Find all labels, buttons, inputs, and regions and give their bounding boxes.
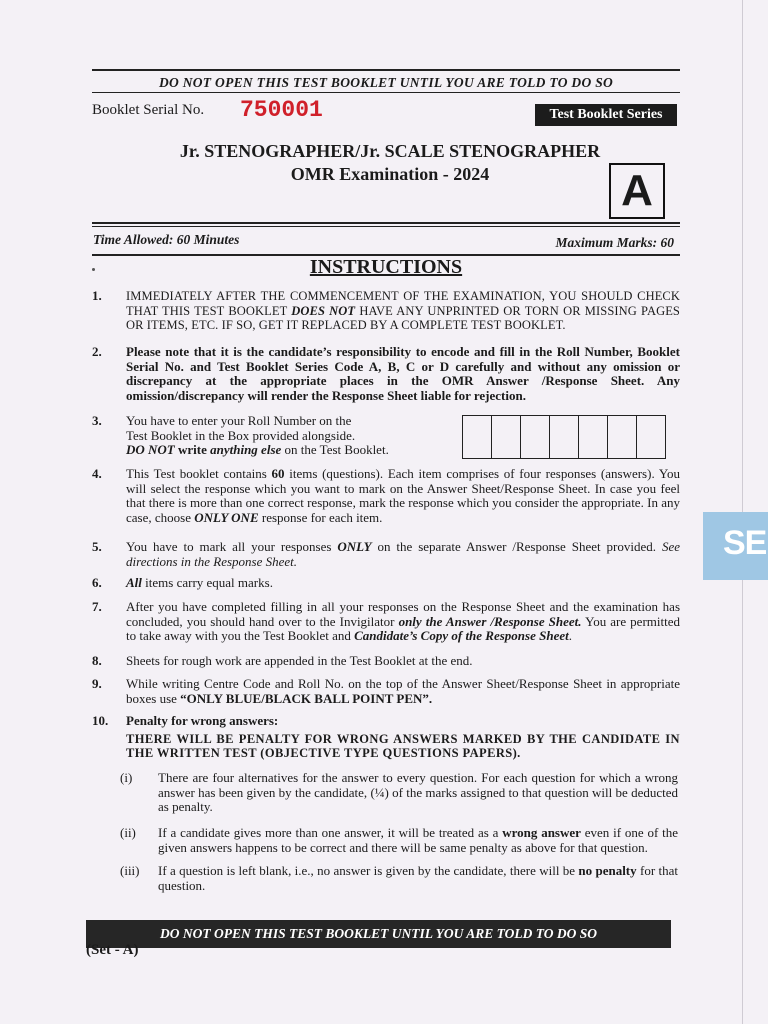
item-emphasis: only the Answer /Response Sheet.	[398, 613, 582, 629]
item-number: 8.	[92, 653, 102, 668]
roll-number-boxes[interactable]	[462, 415, 666, 459]
roll-digit-box[interactable]	[463, 416, 492, 458]
item-text: Please note that it is the candidate’s responsibility to encode and fill in the Roll Number, Booklet Serial No. and Test Booklet Series Code A, B, C or D carefully and without any omission or discrepancy at the appropriate places in the OMR Answer /Response Sheet. Any omission/discrepancy will render the Response Sheet liable for rejection.	[126, 344, 680, 403]
item-text: on the Test Booklet.	[281, 442, 389, 458]
instruction-item-7	[92, 600, 680, 644]
item-text: You are permitted to take away with you the Test Booklet and	[126, 613, 680, 644]
item-emphasis: Candidate’s Copy of the Response Sheet	[354, 628, 569, 644]
mid-rule-thin	[92, 226, 680, 227]
item-text: After you have completed filling in all your responses on the Response Sheet and the examination has concluded, you should hand over to the Invigilator	[126, 599, 680, 629]
roll-digit-box[interactable]	[492, 416, 521, 458]
item-emphasis: DO NOT	[126, 442, 175, 458]
item-emphasis: 60	[271, 466, 285, 481]
set-label: (Set - A)	[86, 942, 139, 958]
roll-digit-box[interactable]	[550, 416, 579, 458]
penalty-heading: Penalty for wrong answers:	[126, 713, 279, 728]
item-text: response for each item.	[258, 509, 383, 525]
item-emphasis: “ONLY BLUE/BLACK BALL POINT PEN”.	[180, 690, 433, 706]
top-warning: DO NOT OPEN THIS TEST BOOKLET UNTIL YOU ARE TOLD TO DO SO	[158, 75, 614, 90]
item-text: You have to enter your Roll Number on the	[126, 413, 352, 428]
item-text: Sheets for rough work are appended in the Test Booklet at the end.	[126, 653, 473, 668]
exam-title-line2: OMR Examination - 2024	[290, 164, 490, 184]
item-emphasis: anything else	[210, 442, 282, 458]
item-text: IMMEDIATELY AFTER THE COMMENCEMENT OF THE EXAMINATION, YOU SHOULD CHECK THAT THIS TEST BOOKLET	[126, 289, 680, 318]
item-number: 6.	[92, 575, 102, 590]
time-allowed: Time Allowed: 60 Minutes	[93, 232, 240, 247]
point-text: for that question.	[158, 863, 678, 893]
item-text: Test Booklet in the Box provided alongside.	[126, 427, 356, 443]
series-letter-box: A	[609, 163, 665, 219]
instructions-heading: INSTRUCTIONS	[309, 256, 463, 278]
point-text: even if one of the given answers happens to be correct and there will be same penalty as above for that question.	[158, 825, 678, 855]
item-number: 2.	[92, 344, 102, 359]
instruction-item-4	[92, 467, 680, 525]
item-number: 7.	[92, 599, 102, 614]
penalty-statement: THERE WILL BE PENALTY FOR WRONG ANSWERS MARKED BY THE CANDIDATE IN THE WRITTEN TEST (OBJECTIVE TYPE QUESTIONS PAPERS).	[126, 731, 680, 761]
penalty-point-i	[120, 771, 678, 815]
item-number: 4.	[92, 466, 102, 481]
exam-title	[120, 140, 660, 186]
point-number: (ii)	[120, 825, 136, 840]
item-text: This Test booklet contains	[126, 466, 272, 481]
booklet-serial-number: 750001	[240, 97, 323, 123]
item-number: 5.	[92, 539, 102, 554]
item-number: 9.	[92, 676, 102, 691]
booklet-serial-label: Booklet Serial No.	[92, 102, 205, 118]
penalty-point-ii	[120, 826, 678, 855]
instruction-item-5	[92, 540, 680, 569]
item-text: HAVE ANY UNPRINTED OR TORN OR MISSING PAGES OR ITEMS, ETC. IF SO, GET IT REPLACED BY A COMPLETE TEST BOOKLET.	[126, 303, 680, 333]
item-emphasis: See directions in the Response Sheet.	[126, 539, 680, 569]
top-rule-lower	[92, 92, 680, 93]
item-text: write	[174, 442, 211, 458]
roll-digit-box[interactable]	[579, 416, 608, 458]
item-text: .	[568, 628, 572, 644]
point-text: If a candidate gives more than one answer, it will be treated as a	[158, 825, 503, 840]
side-tab	[703, 512, 768, 580]
instruction-item-2	[92, 345, 680, 403]
mid-rule	[92, 222, 680, 224]
item-number: 1.	[92, 288, 102, 303]
item-text: While writing Centre Code and Roll No. on the top of the Answer Sheet/Response Sheet in appropriate boxes use	[126, 676, 680, 706]
point-emphasis: no penalty	[578, 863, 637, 878]
instruction-item-9	[92, 677, 680, 706]
roll-digit-box[interactable]	[608, 416, 637, 458]
point-text: There are four alternatives for the answer to every question. For each question for which a wrong answer has been given by the candidate, (¼) of the marks assigned to that question will be deducted as penalty.	[158, 770, 678, 815]
instruction-item-10	[92, 714, 680, 761]
roll-digit-box[interactable]	[521, 416, 550, 458]
instruction-item-1	[92, 289, 680, 333]
side-tab-text: SE	[723, 524, 767, 562]
item-emphasis: All	[126, 575, 142, 590]
item-text: items carry equal marks.	[141, 575, 273, 590]
roll-digit-box[interactable]	[637, 416, 665, 458]
top-rule	[92, 69, 680, 71]
point-emphasis: wrong answer	[502, 825, 581, 840]
bottom-warning: DO NOT OPEN THIS TEST BOOKLET UNTIL YOU ARE TOLD TO DO SO	[86, 920, 671, 948]
item-text: items (questions). Each item comprises of four responses (answers). You will select the response which you want to mark on the Answer Sheet/Response Sheet. In case you feel that there is more than one correct response, mark the response which you consider the appropriate. In any case, choose	[126, 466, 681, 525]
item-emphasis: ONLY	[337, 539, 372, 554]
item-emphasis: DOES NOT	[291, 303, 356, 318]
item-number: 10.	[92, 713, 109, 728]
item-number: 3.	[92, 413, 102, 428]
point-number: (iii)	[120, 863, 140, 878]
test-booklet-series-label: Test Booklet Series	[535, 104, 677, 126]
instruction-item-6	[92, 576, 680, 591]
bullet-dot	[92, 268, 95, 271]
exam-title-line1: Jr. STENOGRAPHER/Jr. SCALE STENOGRAPHER	[179, 141, 601, 161]
penalty-point-iii	[120, 864, 678, 893]
point-number: (i)	[120, 770, 133, 785]
instruction-item-8	[92, 654, 680, 669]
item-emphasis: ONLY ONE	[194, 509, 259, 525]
item-text: on the separate Answer /Response Sheet provided.	[371, 539, 662, 554]
item-text: You have to mark all your responses	[126, 539, 338, 554]
point-text: If a question is left blank, i.e., no answer is given by the candidate, there will be	[158, 863, 579, 878]
maximum-marks: Maximum Marks: 60	[555, 235, 674, 250]
